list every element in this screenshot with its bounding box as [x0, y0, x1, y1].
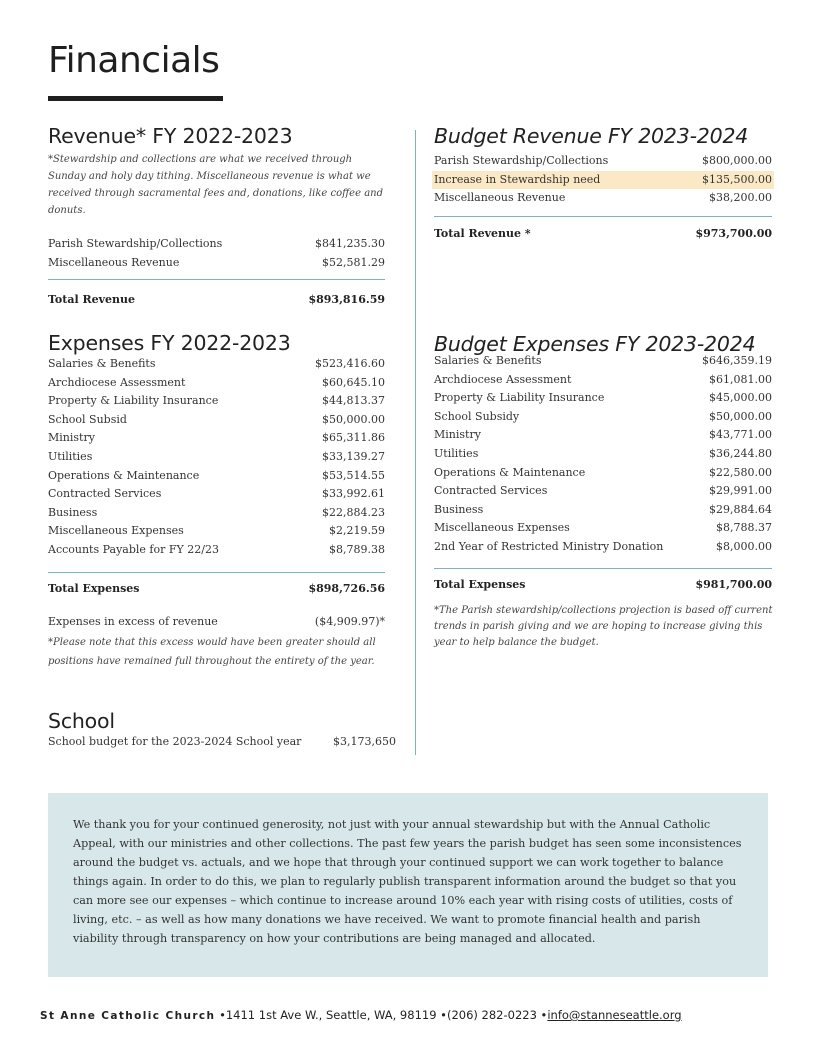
school-label: School budget for the 2023-2024 School year: [48, 735, 302, 748]
table-row: [434, 408, 772, 427]
budget-expenses-total-row: [434, 578, 772, 591]
budget-expenses-note: *The Parish stewardship/collections projection is based off current trends in parish giving and we are hoping to increase giving this year to help balance the budget.: [434, 604, 773, 648]
table-row: [434, 389, 772, 408]
callout-text: We thank you for your continued generosity, not just with your annual stewardship but with the Annual Catholic Appeal, with our ministries and other collections. The past few years the parish budget has seen some inconsistences around the budget vs. actuals, and we hope that through your continued support we can work together to balance things again. In order to do this, we plan to regularly publish transparent information around the budget so that you can more see our expenses – which continue to increase around 10% each year with rising costs of utilities, costs of living, etc. – as well as how many donations we have received. We want to promote financial health and parish viability through transparency on how your contributions are being managed and allocated.: [73, 818, 742, 945]
row-amount: $38,200.00: [709, 191, 772, 205]
revenue-title: Revenue* FY 2022-2023: [48, 124, 293, 148]
row-label: Archdiocese Assessment: [434, 372, 572, 386]
thank-you-callout: [48, 793, 768, 977]
footer-email-link[interactable]: info@stanneseattle.org: [547, 1008, 682, 1022]
expenses-rule: [48, 572, 385, 573]
row-amount: $646,359.19: [702, 354, 772, 367]
row-amount: $65,311.86: [322, 431, 385, 445]
school-section: [48, 709, 396, 752]
row-label: Ministry: [48, 431, 95, 445]
row-amount: $44,813.37: [322, 394, 385, 408]
row-label: Property & Liability Insurance: [434, 391, 605, 405]
row-label: Contracted Services: [48, 487, 162, 501]
budget-expenses-rule: [434, 568, 772, 569]
row-label: Parish Stewardship/Collections: [434, 154, 609, 167]
row-amount: $2,219.59: [329, 524, 385, 538]
table-row: [434, 538, 772, 557]
table-row: [434, 501, 772, 520]
row-amount: $33,992.61: [322, 487, 385, 501]
row-amount: $61,081.00: [709, 372, 772, 386]
revenue-total-label: Total Revenue: [48, 293, 136, 307]
row-label: Utilities: [48, 449, 93, 463]
school-amount: $3,173,650: [333, 735, 396, 748]
footer-address: •1411 1st Ave W., Seattle, WA, 98119 •(206) 282-0223 •: [219, 1008, 548, 1022]
row-label: Operations & Maintenance: [48, 468, 200, 482]
revenue-rule: [48, 279, 385, 280]
footer-church-name: St Anne Catholic Church: [40, 1010, 216, 1022]
row-amount: $33,139.27: [322, 449, 385, 463]
expenses-total-amount: $898,726.56: [308, 581, 385, 595]
table-row: [48, 355, 385, 374]
table-row: [48, 235, 385, 254]
row-label: Increase in Stewardship need: [434, 172, 601, 186]
row-label: Miscellaneous Revenue: [434, 191, 566, 205]
row-label: School Subsid: [48, 412, 127, 426]
budget-expenses-total-amount: $981,700.00: [695, 577, 772, 591]
row-amount: $8,788.37: [716, 521, 772, 535]
row-label: Miscellaneous Revenue: [48, 255, 180, 269]
row-amount: $8,000.00: [716, 539, 772, 553]
footer: [40, 1008, 682, 1022]
row-label: School Subsidy: [434, 409, 520, 423]
table-row: [432, 171, 774, 190]
table-row: [48, 411, 385, 430]
row-amount: $53,514.55: [322, 468, 385, 482]
page-title: Financials: [48, 40, 220, 81]
row-amount: $29,991.00: [709, 484, 772, 498]
row-amount: $43,771.00: [709, 428, 772, 442]
row-label: Property & Liability Insurance: [48, 394, 219, 408]
row-label: Business: [48, 505, 98, 519]
row-amount: $8,789.38: [329, 542, 385, 556]
budget-revenue-section: [434, 124, 772, 240]
row-amount: $22,884.23: [322, 505, 385, 519]
table-row: [48, 541, 385, 560]
school-title: School: [48, 709, 115, 733]
column-divider: [415, 130, 416, 755]
row-amount: $52,581.29: [322, 255, 385, 269]
table-row: [48, 254, 385, 273]
expenses-excess-row: [48, 613, 385, 632]
row-label: Miscellaneous Expenses: [48, 524, 184, 538]
row-amount: $36,244.80: [709, 446, 772, 460]
row-amount: $523,416.60: [315, 357, 385, 370]
school-row: [48, 733, 396, 752]
row-amount: $29,884.64: [709, 502, 772, 516]
row-amount: $50,000.00: [709, 409, 772, 423]
table-row: [48, 485, 385, 504]
table-row: [48, 467, 385, 486]
budget-expenses-title: Budget Expenses FY 2023-2024: [434, 332, 756, 356]
row-label: Operations & Maintenance: [434, 465, 586, 479]
revenue-section: [48, 124, 385, 306]
table-row: [434, 189, 772, 208]
row-amount: $22,580.00: [709, 465, 772, 479]
row-label: Miscellaneous Expenses: [434, 521, 570, 535]
revenue-note: *Stewardship and collections are what we received through Sunday and holy day tithing. Miscellaneous revenue is what we received through sacramental fees and, donations, like coffee and donuts.: [48, 154, 383, 216]
row-label: 2nd Year of Restricted Ministry Donation: [434, 539, 664, 553]
row-label: Business: [434, 502, 484, 516]
table-row: [48, 504, 385, 523]
table-row: [48, 392, 385, 411]
table-row: [434, 371, 772, 390]
table-row: [434, 152, 772, 171]
row-label: Utilities: [434, 446, 479, 460]
row-label: Salaries & Benefits: [48, 357, 156, 370]
excess-note: *Please note that this excess would have been greater should all positions have remained full throughout the entirety of the year.: [48, 637, 376, 668]
budget-revenue-title: Budget Revenue FY 2023-2024: [434, 124, 749, 148]
budget-revenue-total-amount: $973,700.00: [695, 226, 772, 240]
budget-revenue-rule: [434, 216, 772, 217]
table-row: [434, 464, 772, 483]
row-label: Archdiocese Assessment: [48, 375, 186, 389]
budget-expenses-section: [434, 332, 772, 651]
budget-expenses-total-label: Total Expenses: [434, 577, 526, 591]
row-amount: $135,500.00: [702, 172, 772, 186]
table-row: [48, 374, 385, 393]
table-row: [434, 426, 772, 445]
excess-label: Expenses in excess of revenue: [48, 614, 218, 628]
row-amount: $841,235.30: [315, 237, 385, 250]
expenses-title: Expenses FY 2022-2023: [48, 331, 291, 355]
expenses-total-row: [48, 582, 385, 595]
revenue-total-amount: $893,816.59: [308, 293, 385, 307]
row-label: Accounts Payable for FY 22/23: [48, 542, 219, 556]
budget-revenue-total-row: [434, 227, 772, 240]
row-label: Contracted Services: [434, 484, 548, 498]
row-label: Parish Stewardship/Collections: [48, 237, 223, 250]
revenue-list: [48, 235, 385, 272]
budget-revenue-total-label: Total Revenue *: [434, 226, 531, 240]
row-label: Ministry: [434, 428, 481, 442]
excess-amount: ($4,909.97)*: [314, 614, 385, 628]
table-row: [434, 445, 772, 464]
table-row: [434, 482, 772, 501]
table-row: [48, 429, 385, 448]
expenses-section: [48, 331, 385, 671]
title-underline: [48, 96, 223, 101]
row-label: Salaries & Benefits: [434, 354, 542, 367]
expenses-total-label: Total Expenses: [48, 581, 140, 595]
budget-revenue-list: [434, 152, 772, 208]
budget-expenses-list: [434, 352, 772, 557]
row-amount: $45,000.00: [709, 391, 772, 405]
table-row: [48, 522, 385, 541]
table-row: [434, 519, 772, 538]
expenses-list: [48, 355, 385, 560]
table-row: [48, 448, 385, 467]
row-amount: $50,000.00: [322, 412, 385, 426]
row-amount: $60,645.10: [322, 375, 385, 389]
row-amount: $800,000.00: [702, 154, 772, 167]
revenue-total-row: [48, 293, 385, 306]
